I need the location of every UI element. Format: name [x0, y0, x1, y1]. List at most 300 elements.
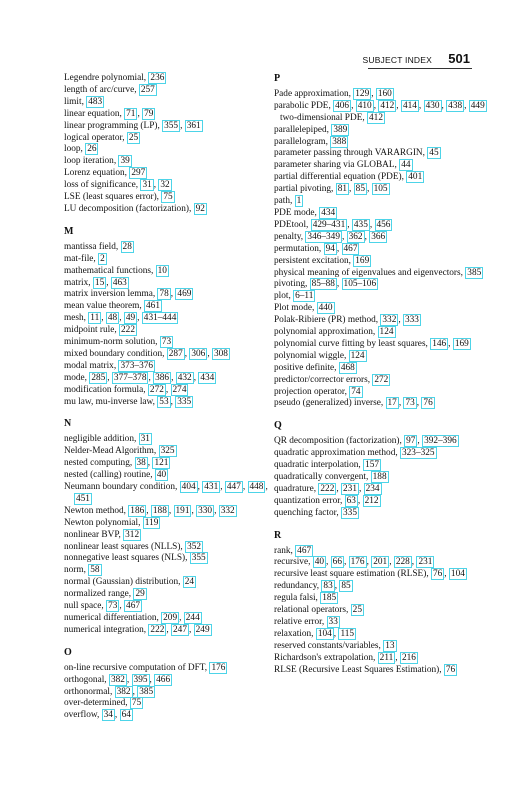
- index-term: modal matrix,: [64, 360, 119, 371]
- index-term: modification formula,: [64, 384, 148, 395]
- index-term: Plot mode,: [274, 303, 317, 314]
- index-entry: [274, 387, 492, 399]
- page-link[interactable]: 76: [423, 398, 433, 409]
- index-term: minimum-norm solution,: [64, 337, 160, 348]
- index-column-right: [274, 73, 492, 677]
- index-term: physical meaning of eigenvalues and eigenvectors,: [274, 267, 466, 278]
- index-term: normal (Gaussian) distribution,: [64, 577, 183, 588]
- page-link[interactable]: 78: [159, 289, 169, 300]
- index-entry: [274, 508, 492, 520]
- index-term: linear programming (LP),: [64, 120, 163, 131]
- page-link[interactable]: 429–431: [312, 219, 346, 230]
- page-link[interactable]: 124: [379, 327, 394, 338]
- page-link[interactable]: 434: [321, 207, 336, 218]
- page-link[interactable]: 58: [90, 565, 100, 576]
- index-term: quantization error,: [274, 495, 345, 506]
- index-term: pseudo (generalized) inverse,: [274, 398, 386, 409]
- page-link[interactable]: 355: [191, 553, 206, 564]
- page-link[interactable]: 332: [220, 505, 235, 516]
- index-entry: overflow, 34 , 64: [64, 710, 131, 721]
- page-link[interactable]: 74: [351, 386, 361, 397]
- page-link[interactable]: 25: [352, 605, 362, 616]
- page-link[interactable]: 75: [163, 192, 173, 203]
- page-link[interactable]: 392–396: [424, 436, 457, 447]
- index-entry: pseudo (generalized) inverse, 17 , 73 , 76: [274, 398, 433, 409]
- page-link[interactable]: 24: [184, 577, 195, 588]
- page-link[interactable]: 406: [335, 100, 350, 111]
- index-entry: [64, 156, 278, 168]
- page-link[interactable]: 2: [100, 253, 105, 264]
- page-link[interactable]: 211: [379, 652, 394, 663]
- index-entry: [274, 448, 492, 460]
- index-term: PDEtool,: [274, 219, 311, 230]
- page-link[interactable]: 469: [177, 289, 192, 300]
- index-term: matrix,: [64, 277, 93, 288]
- page-link[interactable]: 33: [328, 616, 338, 627]
- index-entry: Newton method, 186 , 188 , 191 , 330 , 332: [64, 505, 235, 516]
- index-term: Richardson's extrapolation,: [274, 652, 378, 663]
- index-entry: relaxation, 104 , 115: [274, 628, 355, 639]
- index-term: mat-file,: [64, 253, 99, 264]
- index-entry: numerical differentiation, 209 , 244: [64, 612, 200, 623]
- page-link[interactable]: 104: [317, 628, 332, 639]
- page-link[interactable]: 231: [418, 557, 433, 568]
- page-link[interactable]: 274: [172, 384, 187, 395]
- page-link[interactable]: 45: [429, 148, 439, 159]
- section-letter-p: P: [274, 73, 281, 84]
- page-link[interactable]: 105: [373, 184, 388, 195]
- page-link[interactable]: 333: [405, 315, 419, 326]
- section-letter-o: O: [64, 646, 72, 658]
- page-link[interactable]: 285: [91, 372, 106, 383]
- index-term: QR decomposition (factorization),: [274, 436, 405, 447]
- index-term: limit,: [64, 96, 87, 107]
- index-term: loop iteration,: [64, 156, 119, 167]
- index-entry: [64, 470, 278, 482]
- index-term: polynomial approximation,: [274, 327, 378, 338]
- page-link[interactable]: 97: [406, 436, 416, 447]
- page-link[interactable]: 467: [126, 601, 140, 612]
- index-term: nested (calling) routine,: [64, 470, 155, 481]
- index-entry: [274, 617, 492, 629]
- page-link[interactable]: 146: [432, 338, 447, 349]
- index-term: quadratically convergent,: [274, 472, 371, 482]
- index-term: normalized range,: [64, 589, 134, 600]
- page-link[interactable]: 332: [382, 315, 397, 326]
- index-entry: numerical integration, 222 , 247 , 249: [64, 624, 210, 635]
- index-entry: permutation, 94 , 467: [274, 243, 358, 254]
- page-link[interactable]: 169: [355, 255, 370, 266]
- page-link[interactable]: 483: [88, 96, 103, 107]
- page-link[interactable]: 382: [116, 686, 131, 697]
- page-link[interactable]: 355: [164, 120, 179, 131]
- index-term: relational operators,: [274, 605, 351, 616]
- index-entry: [274, 641, 492, 653]
- index-term: partial pivoting,: [274, 184, 336, 195]
- index-entry: partial pivoting, 81 , 85 , 105: [274, 184, 388, 195]
- index-entry: redundancy, 83 , 85: [274, 581, 351, 592]
- index-term: quadrature,: [274, 483, 319, 494]
- page-link[interactable]: 236: [150, 73, 165, 83]
- page-link[interactable]: 48: [107, 313, 118, 324]
- page-link[interactable]: 228: [395, 557, 410, 568]
- page-link[interactable]: 451: [76, 493, 90, 504]
- page-link[interactable]: 431: [204, 482, 219, 492]
- page-link[interactable]: 401: [408, 172, 423, 183]
- index-entry: mu law, mu-inverse law, 53 , 335: [64, 396, 192, 407]
- index-term: logical operator,: [64, 132, 127, 143]
- page-link[interactable]: 249: [195, 624, 210, 635]
- page-link[interactable]: 25: [128, 132, 139, 143]
- index-term: loop,: [64, 144, 86, 155]
- page-link[interactable]: 449: [470, 100, 485, 111]
- page-link[interactable]: 121: [154, 458, 169, 469]
- page-link[interactable]: 432: [177, 372, 192, 383]
- page-link[interactable]: 104: [450, 569, 465, 580]
- page-link[interactable]: 466: [156, 674, 171, 685]
- index-entry: pivoting, 85–88 , 105–106: [274, 279, 377, 290]
- index-term: mean value theorem,: [64, 301, 145, 312]
- index-term: plot,: [274, 291, 294, 302]
- index-entry: [274, 363, 492, 375]
- index-entry: [274, 268, 492, 280]
- page-link[interactable]: 467: [343, 243, 358, 254]
- index-entry: matrix, 15 , 463: [64, 277, 127, 288]
- index-term: on-line recursive computation of DFT,: [64, 662, 210, 673]
- page-link[interactable]: 385: [467, 267, 482, 278]
- index-entry: [274, 593, 492, 605]
- page-link[interactable]: 15: [94, 277, 105, 288]
- index-term: parabolic PDE,: [274, 100, 334, 111]
- page-link[interactable]: 73: [405, 398, 415, 409]
- page-link[interactable]: 435: [353, 219, 368, 230]
- page-link[interactable]: 463: [112, 277, 127, 288]
- index-term: nested computing,: [64, 458, 135, 469]
- page-link[interactable]: 63: [346, 495, 356, 506]
- page-link[interactable]: 66: [332, 557, 342, 568]
- index-term: Nelder-Mead Algorithm,: [64, 446, 159, 457]
- page-link[interactable]: 377–378: [113, 372, 147, 383]
- index-entry: [274, 291, 492, 303]
- index-entry: linear equation, 71 , 79: [64, 108, 154, 119]
- index-entry: [274, 113, 492, 125]
- page-link[interactable]: 222: [150, 624, 165, 635]
- page-link[interactable]: 188: [372, 472, 387, 482]
- index-term: RLSE (Recursive Least Squares Estimation),: [274, 664, 444, 675]
- page-link[interactable]: 306: [191, 348, 206, 359]
- page-link[interactable]: 247: [173, 624, 187, 635]
- page-link[interactable]: 64: [121, 710, 131, 721]
- page-link[interactable]: 169: [454, 338, 469, 349]
- running-title: SUBJECT INDEX: [362, 55, 432, 65]
- index-term: mixed boundary condition,: [64, 348, 167, 359]
- index-entry: [64, 266, 278, 278]
- page-link[interactable]: 222: [121, 325, 135, 336]
- page-link[interactable]: 412: [380, 100, 395, 111]
- page-link[interactable]: 75: [131, 698, 142, 709]
- index-term: recursive least square estimation (RLSE),: [274, 569, 431, 580]
- index-term: mode,: [64, 372, 90, 383]
- page-link[interactable]: 81: [337, 184, 348, 195]
- page-link[interactable]: 272: [374, 374, 389, 385]
- index-entry: [64, 698, 278, 710]
- section-letter-q: Q: [274, 420, 282, 432]
- page-link[interactable]: 94: [325, 243, 335, 254]
- index-term: nonlinear least squares (NLLS),: [64, 541, 186, 552]
- page-link[interactable]: 76: [432, 569, 443, 580]
- index-entry: mixed boundary condition, 287 , 306 , 308: [64, 348, 228, 359]
- page-link[interactable]: 186: [130, 505, 145, 516]
- index-term: reserved constants/variables,: [274, 640, 384, 651]
- page-link[interactable]: 257: [140, 84, 155, 95]
- page-link[interactable]: 31: [140, 434, 150, 445]
- index-term: numerical integration,: [64, 624, 149, 635]
- index-entry: [274, 137, 492, 149]
- page-link[interactable]: 1: [296, 196, 302, 207]
- index-term: regula falsi,: [274, 593, 321, 604]
- page-link[interactable]: 362: [348, 231, 363, 242]
- index-term: negligible addition,: [64, 434, 139, 445]
- page-link[interactable]: 73: [161, 337, 172, 348]
- page-link[interactable]: 330: [198, 505, 213, 516]
- page-link[interactable]: 34: [103, 710, 113, 721]
- page-link[interactable]: 73: [108, 601, 118, 612]
- page-link[interactable]: 222: [320, 483, 335, 494]
- page-link[interactable]: 410: [357, 100, 372, 111]
- page-link[interactable]: 83: [323, 581, 333, 592]
- index-entry: [64, 663, 278, 675]
- index-term: loss of significance,: [64, 180, 141, 191]
- page-link[interactable]: 11: [90, 313, 100, 324]
- index-entry: [274, 605, 492, 617]
- page-link[interactable]: 335: [177, 396, 192, 407]
- page-link[interactable]: 85: [355, 184, 365, 195]
- index-term: length of arc/curve,: [64, 84, 139, 95]
- index-column-left: [64, 73, 278, 722]
- page-link[interactable]: 312: [125, 529, 140, 540]
- page-link[interactable]: 430: [425, 100, 440, 111]
- index-entry: mesh, 11 , 48 , 49 , 431–444: [64, 313, 177, 324]
- index-entry: nested computing, 38 , 121: [64, 458, 169, 469]
- page-link[interactable]: 176: [211, 662, 226, 673]
- index-term: parallelogram,: [274, 136, 331, 147]
- page-link[interactable]: 13: [385, 640, 395, 651]
- page-link[interactable]: 85: [341, 581, 351, 592]
- page-header: [0, 52, 528, 70]
- index-term: relaxation,: [274, 628, 316, 639]
- page-link[interactable]: 38: [136, 458, 146, 469]
- index-entry: orthogonal, 382 , 395 , 466: [64, 674, 171, 685]
- page-link[interactable]: 26: [87, 144, 97, 155]
- index-entry: modification formula, 272 , 274: [64, 384, 187, 395]
- page-link[interactable]: 456: [376, 219, 391, 230]
- page-link[interactable]: 386: [155, 372, 170, 383]
- page-link[interactable]: 32: [160, 180, 170, 191]
- page-link[interactable]: 467: [297, 545, 312, 556]
- page-link[interactable]: 10: [157, 265, 167, 276]
- index-term: parallelepiped,: [274, 124, 332, 135]
- index-term: nonlinear BVP,: [64, 529, 124, 540]
- page-link[interactable]: 212: [364, 495, 379, 506]
- index-term: orthonormal,: [64, 686, 115, 697]
- page-link[interactable]: 361: [186, 120, 201, 131]
- index-term: Lorenz equation,: [64, 168, 130, 179]
- index-term: numerical differentiation,: [64, 612, 162, 623]
- page-link[interactable]: 287: [168, 348, 183, 359]
- page-link[interactable]: 28: [122, 241, 132, 252]
- index-term: Polak-Ribiere (PR) method,: [274, 315, 381, 326]
- index-entry: [64, 542, 278, 554]
- index-term: linear equation,: [64, 108, 125, 119]
- page-link[interactable]: 346–349: [307, 231, 340, 242]
- page-link[interactable]: 373–376: [120, 360, 154, 371]
- index-entry: Richardson's extrapolation, 211 , 216: [274, 652, 416, 663]
- page-link[interactable]: 124: [350, 350, 365, 361]
- index-term: projection operator,: [274, 386, 350, 397]
- page-number: 501: [448, 51, 470, 66]
- page-link[interactable]: 389: [333, 124, 348, 135]
- page-link[interactable]: 40: [156, 470, 167, 481]
- index-entry: [64, 242, 278, 254]
- page-link[interactable]: 216: [401, 652, 416, 663]
- page-link[interactable]: 39: [120, 156, 130, 167]
- page-link[interactable]: 335: [343, 507, 357, 518]
- index-entry: [64, 565, 278, 577]
- page-link[interactable]: 29: [135, 589, 145, 600]
- index-term: LU decomposition (factorization),: [64, 203, 194, 214]
- page-link[interactable]: 352: [187, 541, 202, 552]
- index-term: overflow,: [64, 710, 102, 721]
- index-term: relative error,: [274, 616, 327, 627]
- index-term: PDE mode,: [274, 207, 320, 218]
- index-entry: [274, 472, 492, 484]
- index-term: persistent excitation,: [274, 255, 354, 266]
- page-link[interactable]: 382: [110, 674, 125, 685]
- page-link[interactable]: 157: [365, 460, 380, 471]
- index-entry: loss of significance, 31 , 32: [64, 180, 170, 191]
- index-entry: [64, 97, 278, 109]
- page-link[interactable]: 414: [402, 100, 417, 111]
- page-link[interactable]: 79: [144, 108, 154, 119]
- page-link[interactable]: 297: [131, 168, 146, 179]
- index-term: predictor/corrector errors,: [274, 374, 373, 385]
- header-rule: [368, 68, 472, 69]
- index-entry: recursive, 40 , 66 , 176 , 201 , 228 , 231: [274, 557, 433, 568]
- index-term: Neumann boundary condition,: [64, 482, 180, 492]
- page-link[interactable]: 119: [144, 517, 159, 528]
- page-link[interactable]: 385: [139, 686, 154, 697]
- page-link[interactable]: 160: [377, 88, 392, 99]
- page-link[interactable]: 209: [163, 612, 178, 623]
- page-link[interactable]: 17: [387, 398, 397, 409]
- page-link[interactable]: 461: [146, 301, 160, 312]
- page-link[interactable]: 6–11: [295, 291, 314, 302]
- page-link[interactable]: 438: [448, 100, 463, 111]
- page-link[interactable]: 49: [125, 313, 136, 324]
- index-term: mantissa field,: [64, 241, 121, 252]
- page-link[interactable]: 447: [226, 482, 241, 492]
- index-entry: orthonormal, 382 , 385: [64, 686, 154, 697]
- page-link[interactable]: 448: [249, 482, 264, 492]
- index-entry: [64, 518, 278, 530]
- index-term: Newton method,: [64, 505, 129, 516]
- index-term: mathematical functions,: [64, 265, 156, 276]
- page-link[interactable]: 412: [369, 112, 383, 123]
- page-link[interactable]: 468: [340, 362, 355, 373]
- page-link[interactable]: 44: [401, 160, 411, 171]
- page-link[interactable]: 366: [371, 231, 386, 242]
- page-link[interactable]: 201: [373, 557, 388, 568]
- index-entry: linear programming (LP), 355 , 361: [64, 120, 201, 131]
- index-entry: recursive least square estimation (RLSE), 76 , 104: [274, 569, 465, 580]
- page-link[interactable]: 308: [213, 348, 228, 359]
- index-entry: [64, 254, 278, 266]
- page-link[interactable]: 188: [152, 505, 167, 516]
- index-term: norm,: [64, 565, 89, 576]
- page-link[interactable]: 325: [160, 446, 175, 457]
- index-term: over-determined,: [64, 698, 130, 709]
- index-entry: [64, 73, 278, 85]
- page-link[interactable]: 272: [149, 384, 164, 395]
- index-entry: Neumann boundary condition, 404 , 431 , 447 , 448 , 451: [64, 482, 268, 504]
- page-link[interactable]: 191: [175, 505, 190, 516]
- index-term: Newton polynomial,: [64, 517, 143, 528]
- page-link[interactable]: 92: [195, 203, 205, 214]
- page-link[interactable]: 31: [142, 180, 152, 191]
- index-entry: [64, 144, 278, 156]
- index-entry: [274, 160, 492, 172]
- page-link[interactable]: 115: [340, 628, 355, 639]
- page-link[interactable]: 105–106: [343, 279, 377, 290]
- index-entry: [64, 192, 278, 204]
- page-link[interactable]: 53: [159, 396, 169, 407]
- index-term: nonnegative least squares (NLS),: [64, 553, 190, 564]
- index-term: parameter sharing via GLOBAL,: [274, 160, 400, 171]
- index-entry: Polak-Ribiere (PR) method, 332 , 333: [274, 315, 419, 326]
- index-term: path,: [274, 196, 295, 207]
- index-entry: quadrature, 222 , 231 , 234: [274, 483, 380, 494]
- index-term: recursive,: [274, 557, 313, 568]
- page-link[interactable]: 431–444: [143, 313, 177, 324]
- page-link[interactable]: 440: [318, 303, 333, 314]
- index-entry: [64, 577, 278, 589]
- index-entry: [64, 361, 278, 373]
- page-link[interactable]: 176: [350, 557, 365, 568]
- index-entry: [64, 530, 278, 542]
- page-link[interactable]: 388: [332, 136, 347, 147]
- page-link[interactable]: 395: [133, 674, 148, 685]
- page-link[interactable]: 234: [365, 483, 380, 494]
- section-letter-m: M: [64, 225, 74, 237]
- index-entry: matrix inversion lemma, 78 , 469: [64, 289, 192, 300]
- page-link[interactable]: 434: [200, 372, 215, 383]
- page-link[interactable]: 185: [322, 593, 337, 604]
- index-entry: [64, 446, 278, 458]
- page-link[interactable]: 404: [181, 482, 196, 492]
- index-entry: [274, 665, 492, 677]
- page-link[interactable]: 323–325: [402, 448, 435, 459]
- page-link[interactable]: 40: [314, 557, 325, 568]
- page-link[interactable]: 244: [185, 612, 200, 623]
- page-link[interactable]: 76: [445, 664, 456, 675]
- page-link[interactable]: 129: [355, 88, 370, 99]
- page-link[interactable]: 231: [343, 483, 357, 494]
- index-entry: [274, 351, 492, 363]
- index-entry: [274, 125, 492, 137]
- page-link[interactable]: 71: [126, 108, 136, 119]
- page-link[interactable]: 85–88: [311, 279, 335, 290]
- index-entry: QR decomposition (factorization), 97 , 392–396: [274, 436, 457, 447]
